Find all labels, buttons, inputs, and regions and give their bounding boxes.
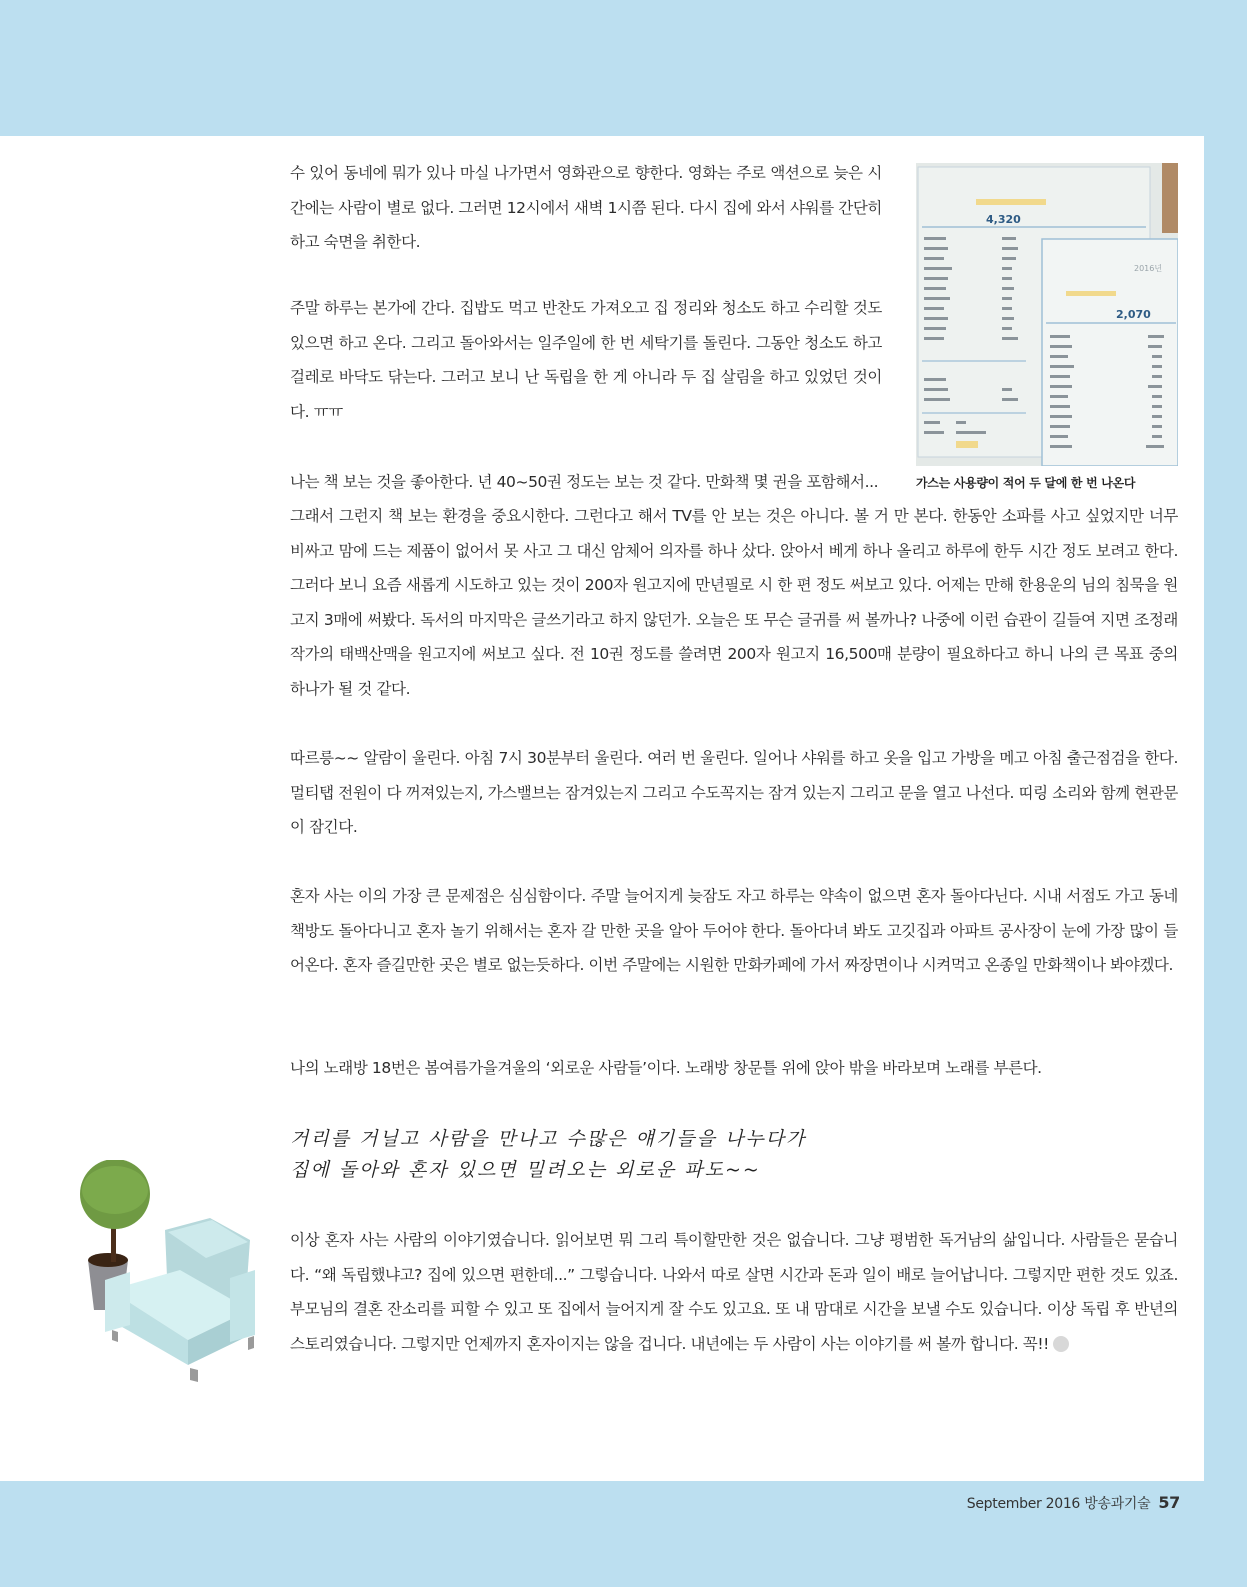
paragraph-6: 나의 노래방 18번은 봄여름가을겨울의 ‘외로운 사람들’이다. 노래방 창문틀 위에 앉아 밖을 바라보며 노래를 부른다. [290,1059,1042,1077]
end-mark-icon [1053,1336,1069,1352]
bill-year: 2016년 [1134,264,1163,273]
bill-amount-b: 2,070 [1116,308,1151,321]
handwritten-lyric-line-2: 집에 돌아와 혼자 있으면 밀려오는 외로운 파도~~ [290,1159,761,1181]
paragraph-3-first-line: 나는 책 보는 것을 좋아한다. 년 40~50권 정도는 보는 것 같다. 만화책 몇 권을 포함해서... [290,473,879,491]
page-number: 57 [1158,1493,1180,1512]
handwritten-lyric-line-1: 거리를 거닐고 사람을 만나고 수많은 얘기들을 나누다가 [290,1128,807,1150]
armchair-plant-illustration [70,1160,270,1404]
photo-caption: 가스는 사용량이 적어 두 달에 한 번 나온다 [916,476,1136,490]
paragraph-2: 주말 하루는 본가에 간다. 집밥도 먹고 반찬도 가져오고 집 정리와 청소도 하고 수리할 것도 있으면 하고 온다. 그리고 돌아와서는 일주일에 한 번 세탁기를 돌린다. 그동안 청소도 하고 걸레로 바닥도 닦는다. 그러고 보니 난 독립을 한 게 아니라 두 집 살림을 하고 있었던 것이다. ㅠㅠ [290,299,882,421]
paragraph-7 [290,1223,1178,1361]
armchair-icon [105,1218,255,1382]
paragraph-5: 혼자 사는 이의 가장 큰 문제점은 심심함이다. 주말 늘어지게 늦잠도 자고 하루는 약속이 없으면 혼자 돌아다닌다. 시내 서점도 가고 동네 책방도 돌아다니고 혼자 놀기 위해서는 혼자 갈 만한 곳을 알아 두어야 한다. 돌아다녀 봐도 고깃집과 아파트 공사장이 눈에 가장 많이 들어온다. 혼자 즐길만한 곳은 별로 없는듯하다. 이번 주말에는 시원한 만화카페에 가서 짜장면이나 시켜먹고 온종일 만화책이나 봐야겠다. [290,887,1178,974]
page-footer [967,1493,1180,1513]
paragraph-7-text: 이상 혼자 사는 사람의 이야기였습니다. 읽어보면 뭐 그리 특이할만한 것은 없습니다. 그냥 평범한 독거남의 삶입니다. 사람들은 묻습니다. “왜 독립했냐고? 집에 있으면 편한데...” 그렇습니다. 나와서 따로 살면 시간과 돈과 일이 배로 늘어납니다. 그렇지만 편한 것도 있죠. 부모님의 결혼 잔소리를 피할 수 있고 또 집에서 늘어지게 잘 수도 있고요. 또 내 맘대로 시간을 보낼 수도 있습니다. 이상 독립 후 반년의 스토리였습니다. 그렇지만 언제까지 혼자이지는 않을 겁니다. 내년에는 두 사람이 사는 이야기를 써 볼까 합니다. 꼭!! [290,1231,1178,1353]
paragraph-4: 따르릉~~ 알람이 울린다. 아침 7시 30분부터 울린다. 여러 번 울린다. 일어나 샤워를 하고 옷을 입고 가방을 메고 아침 출근점검을 한다. 멀티탭 전원이 다 꺼져있는지, 가스밸브는 잠겨있는지 그리고 수도꼭지는 잠겨 있는지 그리고 문을 열고 나선다. 띠링 소리와 함께 현관문이 잠긴다. [290,749,1178,836]
gas-bill-photo [916,163,1178,466]
issue-label: September 2016 방송과기술 [966,1496,1151,1512]
paragraph-3: 그래서 그런지 책 보는 환경을 중요시한다. 그런다고 해서 TV를 안 보는 것은 아니다. 볼 거 만 본다. 한동안 소파를 사고 싶었지만 너무 비싸고 맘에 드는 제품이 없어서 못 사고 그 대신 암체어 의자를 하나 샀다. 앉아서 베게 하나 올리고 하루에 한두 시간 정도 보려고 한다. 그러다 보니 요즘 새롭게 시도하고 있는 것이 200자 원고지에 만년필로 시 한 편 정도 써보고 있다. 어제는 만해 한용운의 님의 침묵을 원고지 3매에 써봤다. 독서의 마지막은 글쓰기라고 하지 않던가. 오늘은 또 무슨 글귀를 써 볼까나? 나중에 이런 습관이 길들여 지면 조정래 작가의 태백산맥을 원고지에 써보고 싶다. 전 10권 정도를 쓸려면 200자 원고지 16,500매 분량이 필요하다고 하니 나의 큰 목표 중의 하나가 될 것 같다. [290,507,1178,698]
paragraph-1: 수 있어 동네에 뭐가 있나 마실 나가면서 영화관으로 향한다. 영화는 주로 액션으로 늦은 시간에는 사람이 별로 없다. 그러면 12시에서 새벽 1시쯤 된다. 다시 집에 와서 샤워를 간단히 하고 숙면을 취한다. [290,164,882,251]
bill-amount-a: 4,320 [986,213,1021,226]
